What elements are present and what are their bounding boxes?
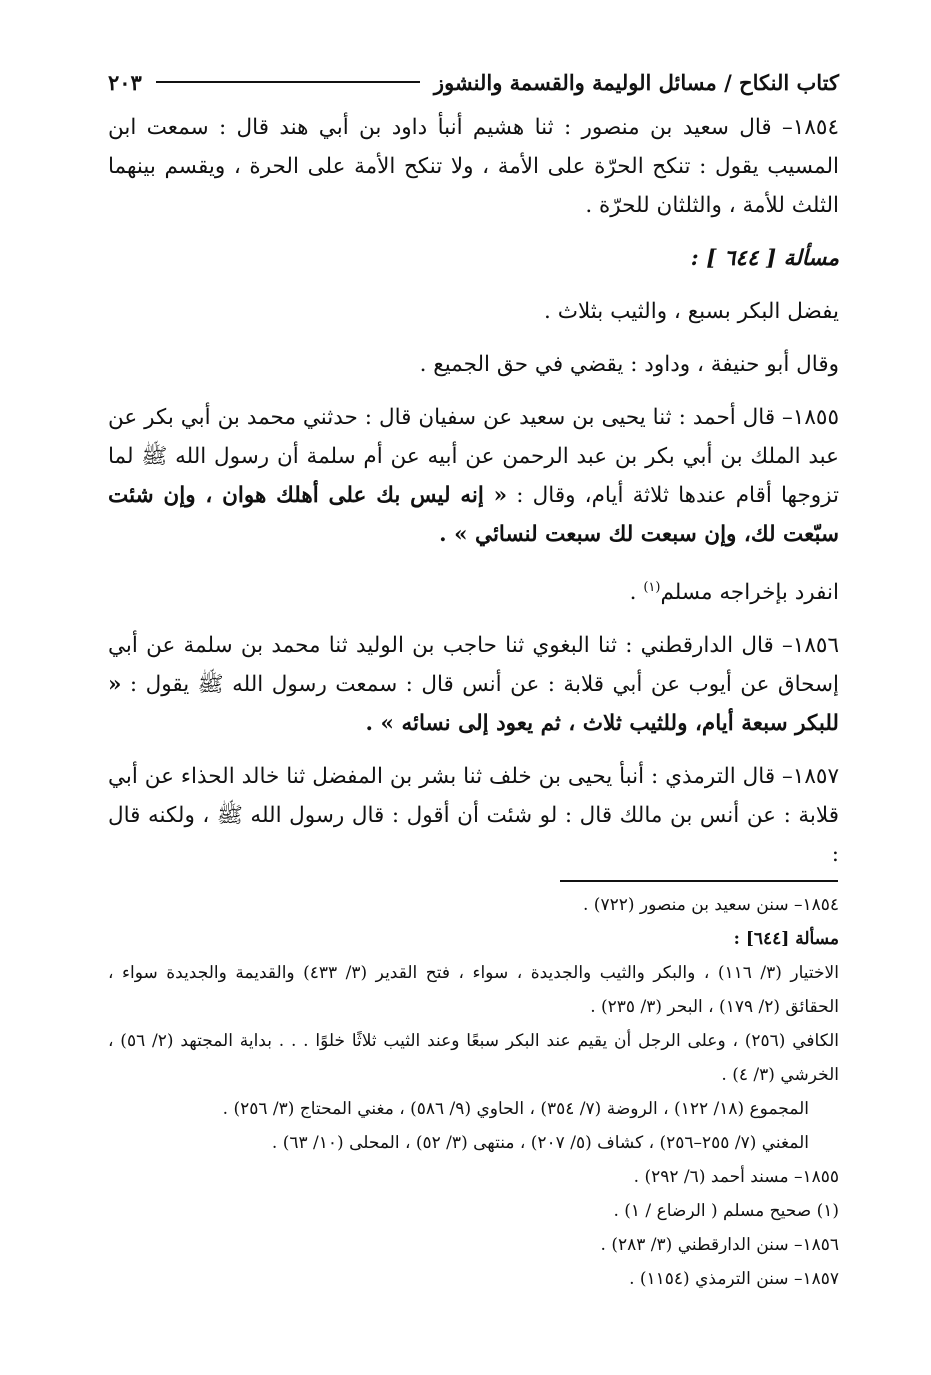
paragraph-1856-text: ١٨٥٦– قال الدارقطني : ثنا البغوي ثنا حاجب بن الوليد ثنا محمد بن سلمة عن أبي إسحاق عن أيوب عن أبي قلابة : عن أنس قال : سمعت رسول الله ﷺ يقول : — [108, 633, 839, 698]
footnotes — [108, 888, 839, 1296]
running-header — [108, 62, 839, 102]
paragraph-1854: ١٨٥٤– قال سعيد بن منصور : ثنا هشيم أنبأ داود بن أبي هند قال : سمعت ابن المسيب يقول : تنكح الحرّة على الأمة ، ولا تنكح الأمة على الحرة ، ويقسم بينهما الثلث للأمة ، والثلثان للحرّة . — [108, 115, 839, 218]
header-rule — [156, 81, 420, 83]
footnote-separator — [560, 880, 838, 882]
paragraph-1857: ١٨٥٧– قال الترمذي : أنبأ يحيى بن خلف ثنا بشر بن المفضل ثنا خالد الحذاء عن أبي قلابة : عن أنس بن مالك قال : لو شئت أن أقول : قال رسول الله ﷺ ، ولكنه قال : — [108, 764, 839, 868]
footnote-masala-heading: مسألة [٦٤٤] : — [733, 929, 839, 949]
header-title: كتاب النكاح / مسائل الوليمة والقسمة والنشوز — [433, 69, 839, 95]
footnote-1855: ١٨٥٥– مسند أحمد (٦/ ٢٩٢) . — [633, 1167, 839, 1187]
footnote-muslim: (١) صحيح مسلم ( الرضاع / ١) . — [613, 1201, 839, 1221]
paragraph-1855-text: ١٨٥٥– قال أحمد : ثنا يحيى بن سعيد عن سفيان قال : حدثني محمد بن أبي بكر عن عبد الملك بن أبي بكر بن عبد الرحمن عن أبيه عن أم سلمة أن رسول الله ﷺ لما تزوجها أقام عندها ثلاثة أيام، وقال : — [108, 405, 839, 508]
footnote-1856: ١٨٥٦– سنن الدارقطني (٣/ ٢٨٣) . — [600, 1235, 839, 1255]
muslim-note-text: انفرد بإخراجه مسلم — [660, 580, 839, 606]
hadith-quote-1856: « للبكر سبعة أيام، وللثيب ثلاث ، ثم يعود إلى نسائه » . — [108, 672, 839, 737]
footnote-hanbali: المغني (٧/ ٢٥٥–٢٥٦) ، كشاف (٥/ ٢٠٧) ، منتهى (٣/ ٥٢) ، المحلى (١٠/ ٦٣) . — [271, 1133, 809, 1153]
footnote-shafii: المجموع (١٨/ ١٢٢) ، الروضة (٧/ ٣٥٤) ، الحاوي (٩/ ٥٨٦) ، مغني المحتاج (٣/ ٢٥٦) . — [222, 1099, 809, 1119]
main-text — [108, 108, 839, 874]
paragraph-ruling: يفضل البكر بسبع ، والثيب بثلاث . — [544, 299, 839, 324]
footnote-1854: ١٨٥٤– سنن سعيد بن منصور (٧٢٢) . — [583, 895, 839, 915]
footnote-maliki: الكافي (٢٥٦) ، وعلى الرجل أن يقيم عند البكر سبعًا وعند الثيب ثلاثًا خلوًا . . . بداية المجتهد (٢/ ٥٦) ، الخرشي (٣/ ٤) . — [108, 1031, 839, 1085]
paragraph-opinion: وقال أبو حنيفة ، وداود : يقضي في حق الجميع . — [419, 352, 839, 377]
page-number: ٢٠٣ — [108, 69, 142, 95]
footnote-1857: ١٨٥٧– سنن الترمذي (١١٥٤) . — [629, 1269, 839, 1289]
paragraph-1856 — [108, 626, 839, 743]
footnote-hanafi: الاختيار (٣/ ١١٦) ، والبكر والثيب والجديدة ، سواء ، فتح القدير (٣/ ٤٣٣) والقديمة والجديدة سواء ، الحقائق (٢/ ١٧٩) ، البحر (٣/ ٢٣٥) . — [108, 963, 839, 1017]
paragraph-1855 — [108, 398, 839, 554]
hadith-quote-1855: « إنه ليس بك على أهلك هوان ، وإن شئت سبّعت لك، وإن سبعت لك سبعت لنسائي » . — [108, 483, 839, 547]
masala-heading: مسألة [ ٦٤٤ ] : — [690, 246, 839, 271]
footnote-marker: (١) — [643, 580, 661, 595]
paragraph-muslim-note: انفرد بإخراجه مسلم$^{(١)}$ . — [629, 580, 839, 606]
